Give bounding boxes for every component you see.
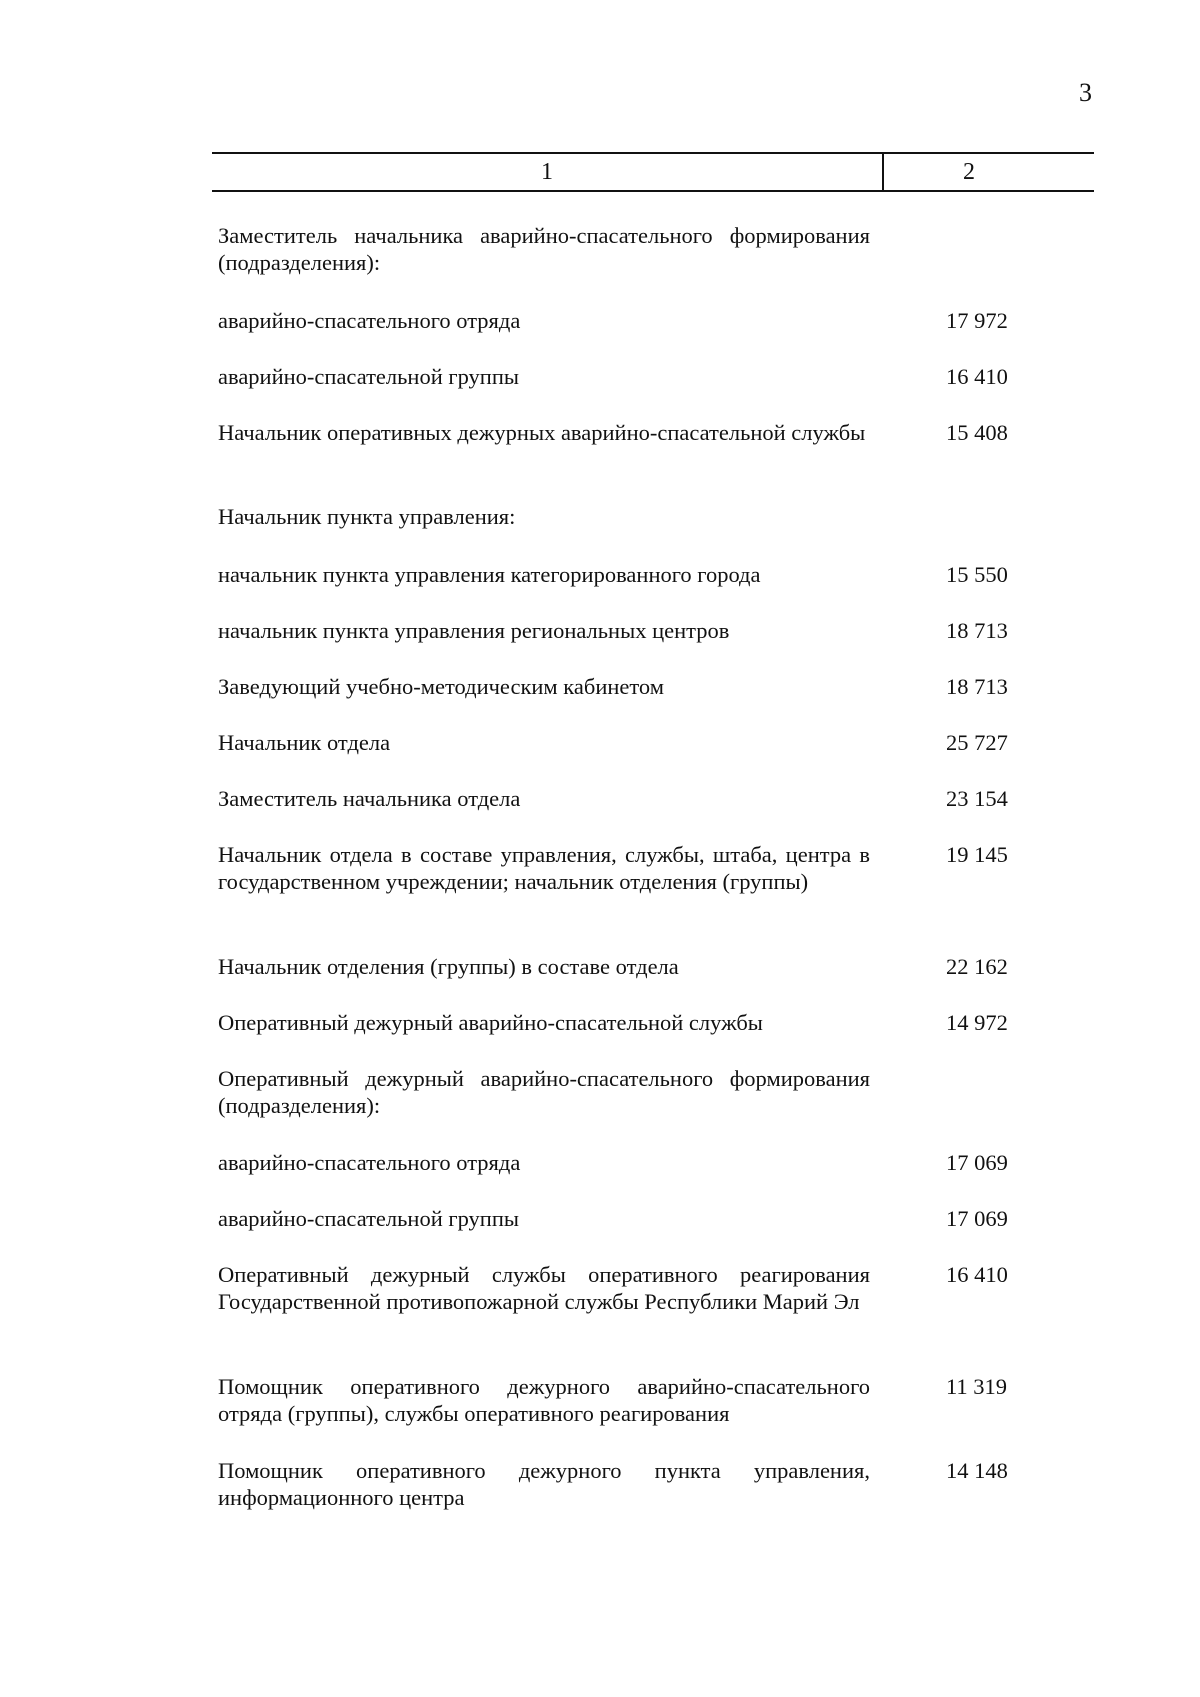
salary-value: 18 713: [946, 674, 1008, 699]
position-name: Начальник отделения (группы) в составе отдела: [218, 954, 679, 979]
salary-value: 16 410: [946, 364, 1008, 389]
salary-value: 17 972: [946, 308, 1008, 333]
salary-value: 17 069: [946, 1206, 1008, 1231]
table-row: [218, 503, 1038, 530]
position-name: Помощник оперативного дежурного аварийно-спасательного отряда (группы), службы оперативного реагирования: [218, 1374, 870, 1426]
salary-value: 17 069: [946, 1150, 1008, 1175]
table-row: [218, 1205, 1038, 1232]
salary-value: 14 972: [946, 1010, 1008, 1035]
salary-value: 14 148: [946, 1458, 1008, 1483]
position-name: Оперативный дежурный службы оперативного реагирования Государственной противопожарной службы Республики Марий Эл: [218, 1262, 870, 1314]
position-name: Начальник оперативных дежурных аварийно-спасательной службы: [218, 420, 866, 445]
position-name: начальник пункта управления региональных центров: [218, 618, 730, 643]
salary-value: 19 145: [946, 842, 1008, 867]
table-row: [218, 1065, 1038, 1119]
salary-value: 22 162: [946, 954, 1008, 979]
table-row: [218, 561, 1038, 588]
table-row: [218, 617, 1038, 644]
table-header: [212, 152, 1094, 192]
page-number: 3: [1079, 78, 1092, 107]
position-name: аварийно-спасательного отряда: [218, 1150, 521, 1175]
table-row: [218, 841, 1038, 895]
table-row: [218, 1373, 1038, 1427]
position-name: аварийно-спасательного отряда: [218, 308, 521, 333]
column-header-1: 1: [212, 154, 884, 190]
position-name: Заместитель начальника отдела: [218, 786, 521, 811]
salary-value: 18 713: [946, 618, 1008, 643]
position-name: аварийно-спасательной группы: [218, 1206, 519, 1231]
salary-value: 25 727: [946, 730, 1008, 755]
salary-value: 16 410: [946, 1262, 1008, 1287]
table-row: [218, 953, 1038, 980]
position-name: Помощник оперативного дежурного пункта управления, информационного центра: [218, 1458, 870, 1510]
table-row: [218, 1457, 1038, 1511]
salary-value: 11 319: [946, 1374, 1008, 1399]
position-name: Начальник отдела: [218, 730, 391, 755]
salary-value: 23 154: [946, 786, 1008, 811]
table-row: [218, 1149, 1038, 1176]
position-name: Начальник пункта управления:: [218, 504, 516, 529]
position-name: аварийно-спасательной группы: [218, 364, 519, 389]
table-row: [218, 1009, 1038, 1036]
position-name: Оперативный дежурный аварийно-спасательной службы: [218, 1010, 763, 1035]
salary-value: 15 550: [946, 562, 1008, 587]
table-row: [218, 673, 1038, 700]
position-name: Начальник отдела в составе управления, службы, штаба, центра в государственном учреждении; начальник отделения (группы): [218, 842, 870, 894]
table-row: [218, 363, 1038, 390]
table-row: [218, 222, 1038, 276]
position-name: Заведующий учебно-методическим кабинетом: [218, 674, 664, 699]
table-row: [218, 785, 1038, 812]
column-header-2: 2: [963, 159, 975, 185]
table-row: [218, 307, 1038, 334]
table-row: [218, 1261, 1038, 1315]
salary-value: 15 408: [946, 420, 1008, 445]
position-name: Оперативный дежурный аварийно-спасательного формирования (подразделения):: [218, 1066, 870, 1118]
table-row: [218, 729, 1038, 756]
position-name: Заместитель начальника аварийно-спасательного формирования (подразделения):: [218, 223, 870, 275]
table-row: [218, 419, 1038, 446]
position-name: начальник пункта управления категорированного города: [218, 562, 761, 587]
